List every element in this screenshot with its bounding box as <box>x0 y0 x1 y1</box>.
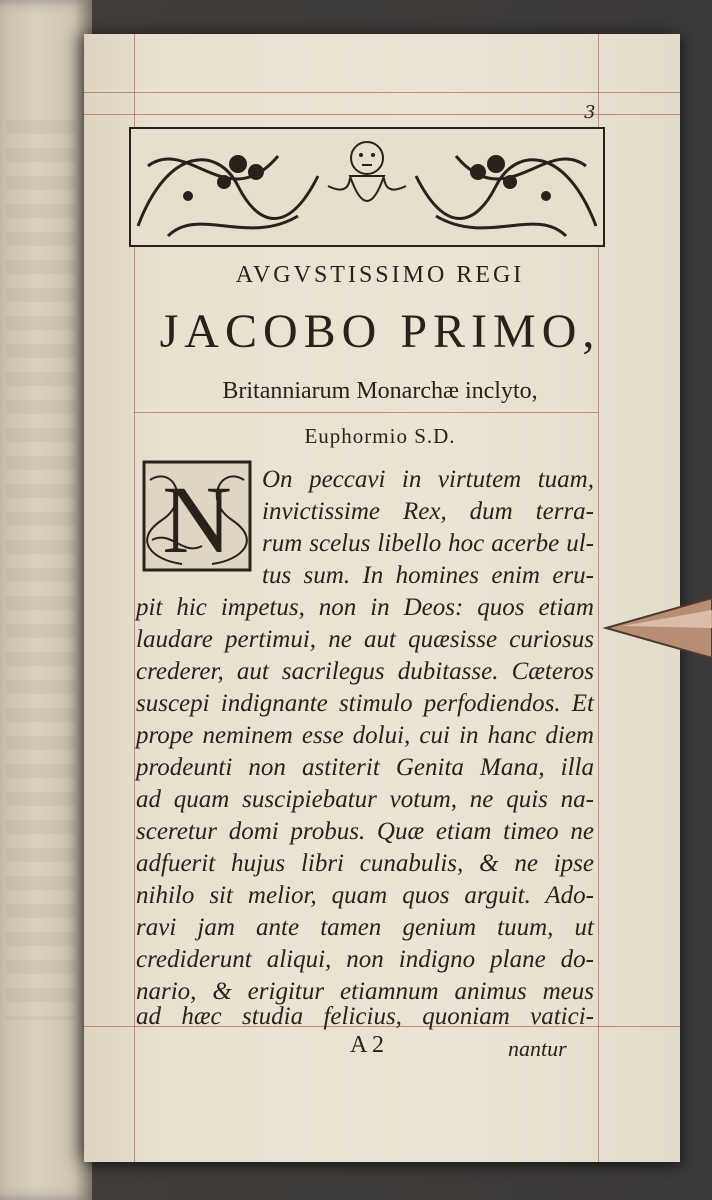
pointer-marker <box>602 588 712 668</box>
heading-author-greeting: Euphormio S.D. <box>304 424 456 448</box>
body-line: crediderunt aliqui, non indigno plane do- <box>136 946 594 973</box>
facing-page-left <box>0 0 92 1200</box>
catchword: nantur <box>508 1036 567 1061</box>
show-through-text <box>6 120 76 1020</box>
body-line: ravi jam ante tamen genium tuum, ut <box>136 914 594 941</box>
body-line: laudare pertimui, ne aut quæsisse curiosus <box>136 626 594 653</box>
drop-capital <box>142 460 252 572</box>
body-line: nihilo sit melior, quam quos arguit. Ado- <box>136 882 594 909</box>
body-line: adfuerit hujus libri cunabulis, & ne ipse <box>136 850 594 877</box>
body-line: nario, & erigitur etiamnum animus meus <box>136 978 594 1005</box>
heading-dedication-line-1: AVGVSTISSIMO REGI <box>235 262 525 288</box>
heading-dedicatee-title: Britanniarum Monarchæ inclyto, <box>222 378 538 404</box>
body-line: rum scelus libello hoc acerbe ul- <box>262 530 594 557</box>
body-line: pit hic impetus, non in Deos: quos etiam <box>136 594 594 621</box>
signature-mark: A 2 <box>350 1032 385 1058</box>
heading-dedicatee-name: JACOBO PRIMO, <box>159 305 601 358</box>
body-line: On peccavi in virtutem tuam, <box>262 466 594 493</box>
body-line: crederer, aut sacrilegus dubitasse. Cæteros <box>136 658 594 685</box>
body-line: ad hæc studia felicius, quoniam vatici- <box>136 1003 594 1030</box>
body-line: prope neminem esse dolui, cui in hanc diem <box>136 722 594 749</box>
rule-line-mid <box>134 412 598 413</box>
body-line: sceretur domi probus. Quæ etiam timeo ne <box>136 818 594 845</box>
body-line: prodeunti non astiterit Genita Mana, illa <box>136 754 594 781</box>
rule-line-top <box>84 92 680 93</box>
body-line: invictissime Rex, dum terra- <box>262 498 594 525</box>
body-line: ad quam suscipiebatur votum, ne quis na- <box>136 786 594 813</box>
body-line: suscepi indignante stimulo perfodiendos. Et <box>136 690 594 717</box>
drop-cap-letter: N <box>162 466 232 572</box>
page-number: 3 <box>584 102 596 123</box>
ornamental-headpiece <box>128 126 606 248</box>
body-line: tus sum. In homines enim eru- <box>262 562 594 589</box>
